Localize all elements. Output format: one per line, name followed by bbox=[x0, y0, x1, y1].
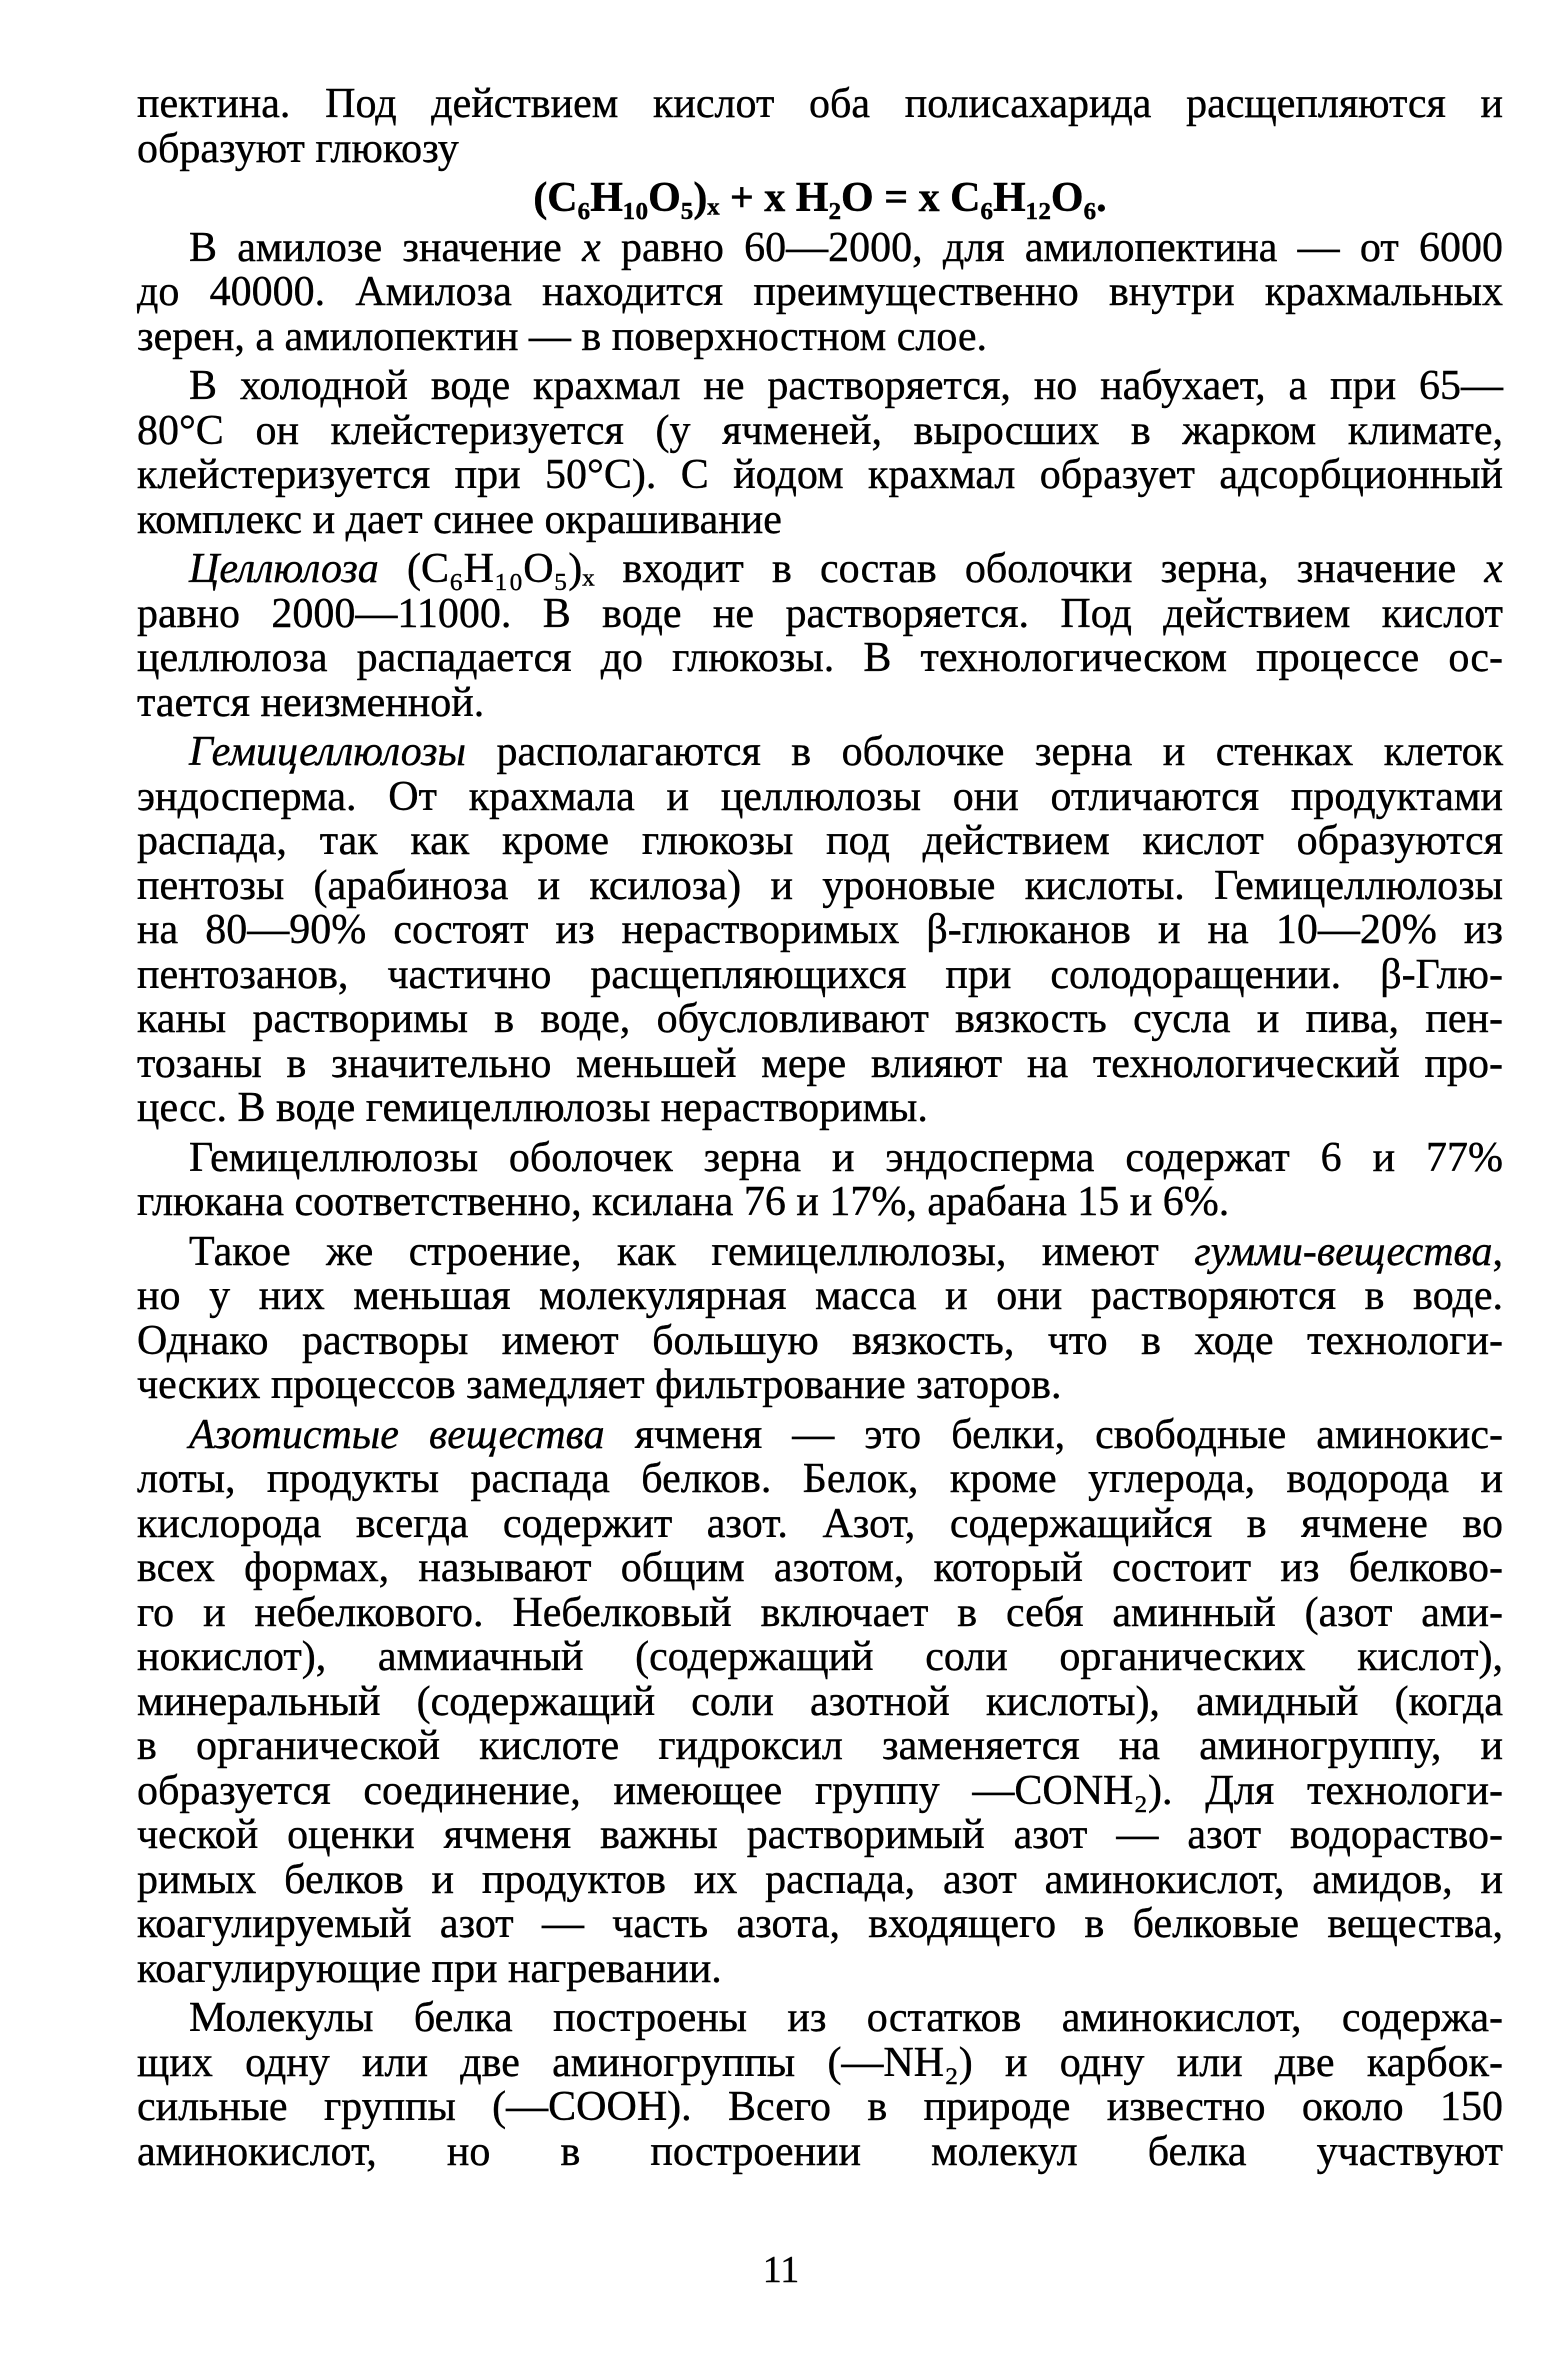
text-line: (C₆H₁₀O₅)ₓ + x H₂O = x C₆H₁₂O₆. bbox=[533, 175, 1107, 221]
text-line: римых белков и продуктов их распада, азот аминокислот, амидов, и bbox=[137, 1856, 1503, 1903]
italic-term: x bbox=[582, 224, 601, 271]
paragraph bbox=[137, 1136, 1503, 1225]
text-segment: ячменя — это белки, свободные аминокис- bbox=[604, 1411, 1503, 1458]
text-line bbox=[137, 1230, 1503, 1275]
text-segment: В амилозе значение bbox=[189, 224, 583, 271]
text-line: минеральный (содержащий соли азотной кислоты), амидный (когда bbox=[137, 1678, 1503, 1725]
text-line: равно 2000—11000. В воде не растворяется. Под действием кислот bbox=[137, 590, 1503, 637]
text-line: лоты, продукты распада белков. Белок, кроме углерода, водорода и bbox=[137, 1456, 1503, 1502]
text-line: целлюлоза распадается до глюкозы. В технологическом процессе ос- bbox=[137, 635, 1503, 681]
text-line: клейстеризуется при 50°С). С йодом крахмал образует адсорбционный bbox=[137, 452, 1503, 498]
text-line: щих одну или две аминогруппы (—NH₂) и одну или две карбок- bbox=[137, 2039, 1503, 2086]
italic-term: гумми-вещества bbox=[1194, 1228, 1493, 1275]
formula bbox=[137, 176, 1503, 221]
text-line: образуют глюкозу bbox=[137, 125, 459, 172]
text-line: на 80—90% состоят из нерастворимых β-глюканов и на 10—20% из bbox=[137, 907, 1503, 953]
text-line: пектина. Под действием кислот оба полисахарида расщепляются и bbox=[137, 81, 1503, 127]
text-line: в органической кислоте гидроксил заменяется на аминогруппу, и bbox=[137, 1723, 1503, 1769]
text-line: пентозы (арабиноза и ксилоза) и уроновые кислоты. Гемицеллюлозы bbox=[137, 862, 1503, 909]
page-number: 11 bbox=[762, 2249, 800, 2291]
paragraph bbox=[137, 547, 1503, 725]
paragraph bbox=[137, 364, 1503, 542]
text-line: образуется соединение, имеющее группу —CONH₂). Для технологи- bbox=[137, 1767, 1503, 1814]
text-line: Молекулы белка построены из остатков аминокислот, содержа- bbox=[189, 1995, 1503, 2041]
paragraph bbox=[137, 226, 1503, 360]
text-line: распада, так как кроме глюкозы под действием кислот образуются bbox=[137, 818, 1503, 864]
text-line: нокислот), аммиачный (содержащий соли органических кислот), bbox=[137, 1634, 1503, 1680]
text-line: но у них меньшая молекулярная масса и они растворяются в воде. bbox=[137, 1273, 1503, 1319]
italic-term: x bbox=[1484, 546, 1503, 592]
text-line: комплекс и дает синее окрашивание bbox=[137, 496, 782, 543]
text-line: Гемицеллюлозы оболочек зерна и эндосперма содержат 6 и 77% bbox=[189, 1134, 1503, 1181]
text-line: пентозанов, частично расщепляющихся при солодоращении. β-Глю- bbox=[137, 951, 1503, 998]
text-line: глюкана соответственно, ксилана 76 и 17%, арабана 15 и 6%. bbox=[137, 1179, 1230, 1225]
text-segment: располагаются в оболочке зерна и стенках клеток bbox=[465, 729, 1503, 775]
text-segment: , bbox=[1492, 1228, 1503, 1275]
text-segment: Такое же строение, как гемицеллюлозы, имеют bbox=[189, 1228, 1195, 1275]
text-line: го и небелкового. Небелковый включает в себя аминный (азот ами- bbox=[137, 1589, 1503, 1636]
italic-term: Азотистые вещества bbox=[189, 1411, 605, 1458]
paragraph bbox=[137, 1996, 1503, 2174]
text-line: всех формах, называют общим азотом, который состоит из белково- bbox=[137, 1545, 1503, 1591]
text-line: аминокислот, но в построении молекул белка участвуют bbox=[137, 2128, 1503, 2175]
paragraph bbox=[137, 82, 1503, 171]
text-line bbox=[137, 730, 1503, 775]
text-line: сильные группы (—СООН). Всего в природе известно около 150 bbox=[137, 2084, 1503, 2130]
text-line: тается неизменной. bbox=[137, 679, 485, 726]
text-segment: равно 60—2000, для амилопектина — от 6000 bbox=[600, 224, 1503, 271]
paragraph bbox=[137, 730, 1503, 1131]
text-line: коагулируемый азот — часть азота, входящего в белковые вещества, bbox=[137, 1901, 1503, 1947]
text-line: зерен, а амилопектин — в поверхностном слое. bbox=[137, 313, 987, 360]
text-line: эндосперма. От крахмала и целлюлозы они отличаются продуктами bbox=[137, 773, 1503, 820]
text-line: ческой оценки ячменя важны растворимый азот — азот водораство- bbox=[137, 1812, 1503, 1858]
text-line: коагулирующие при нагревании. bbox=[137, 1945, 722, 1992]
text-line: 80°С он клейстеризуется (у ячменей, выросших в жарком климате, bbox=[137, 407, 1503, 454]
text-segment: (C₆H₁₀O₅)ₓ входит в состав оболочки зерна, значение bbox=[378, 546, 1485, 592]
text-line: тозаны в значительно меньшей мере влияют на технологический про- bbox=[137, 1040, 1503, 1087]
text-line: ческих процессов замедляет фильтрование заторов. bbox=[137, 1362, 1062, 1408]
text-line: В холодной воде крахмал не растворяется, но набухает, а при 65— bbox=[189, 363, 1503, 409]
page-body bbox=[137, 82, 1503, 2179]
paragraph bbox=[137, 1413, 1503, 1992]
text-line: до 40000. Амилоза находится преимущественно внутри крахмальных bbox=[137, 269, 1503, 315]
text-line: цесс. В воде гемицеллюлозы нерастворимы. bbox=[137, 1085, 928, 1131]
italic-term: Целлюлоза bbox=[189, 546, 379, 592]
text-line: каны растворимы в воде, обусловливают вязкость сусла и пива, пен- bbox=[137, 996, 1503, 1042]
text-line bbox=[137, 1413, 1503, 1458]
text-line: Однако растворы имеют большую вязкость, что в ходе технологи- bbox=[137, 1317, 1503, 1364]
text-line bbox=[137, 226, 1503, 271]
paragraph bbox=[137, 1230, 1503, 1408]
italic-term: Гемицеллюлозы bbox=[189, 729, 466, 775]
text-line: кислорода всегда содержит азот. Азот, содержащийся в ячмене во bbox=[137, 1500, 1503, 1547]
text-line bbox=[137, 547, 1503, 592]
